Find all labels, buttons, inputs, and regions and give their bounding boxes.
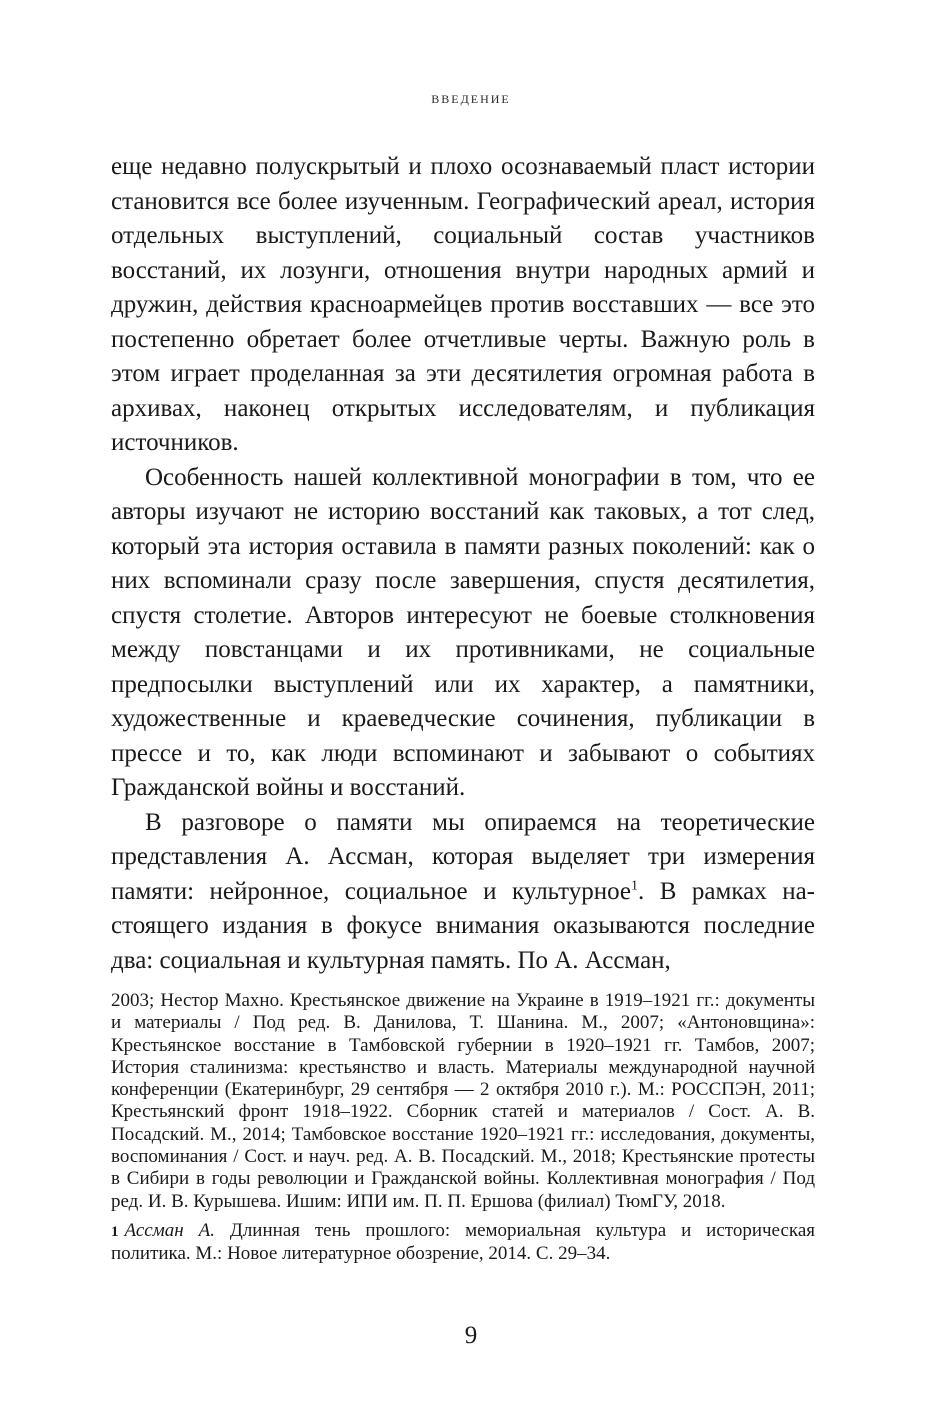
page-number: 9	[464, 1322, 478, 1349]
running-head: ВВЕДЕНИЕ	[431, 92, 511, 106]
main-text	[111, 150, 815, 978]
paragraph-3-text-end: . В рамках настоящего издания в фокусе внимания оказываются последние два: социальная и культурная память. По А. Ассман,	[111, 877, 815, 974]
footnote-reference-1[interactable]: 1	[631, 878, 638, 894]
footnote-continued: 2003; Нестор Махно. Крестьянское движение на Украине в 1919–1921 гг.: документы и материалы / Под ред. В. Данилова, Т. Шанина. М., 2007; «Антоновщина»: Крестьянское восстание в Тамбовской губернии в 1920–1921 гг. Тамбов, 2007; История сталинизма: крестьянство и власть. Материалы международной научной конференции (Екатеринбург, 29 сентября — 2 октября 2010 г.). М.: РОССПЭН, 2011; Крестьянский фронт 1918–1922. Сборник статей и материалов / Сост. А. В. Посадский. М., 2014; Тамбовское восстание 1920–1921 гг.: исследования, документы, воспоминания / Сост. и науч. ред. А. В. Посадский. М., 2018; Крестьянские протесты в Сибири в годы революции и Гражданской войны. Коллективная монография / Под ред. И. В. Курышева. Ишим: ИПИ им. П. П. Ершова (филиал) ТюмГУ, 2018.	[111, 990, 815, 1212]
footnote-1-number: 1	[111, 1223, 119, 1240]
paragraph-1: еще недавно полускрытый и плохо осознаваемый пласт истории становится все более изученным. Географический ареал, история отдельных выступлений, социальный состав участников восстаний, их лозунги, отношения внутри народных армий и дружин, действия красноармейцев против восставших — все это постепенно обретает более отчетливые черты. Важную роль в этом играет проделанная за эти десятилетия огромная работа в архивах, наконец открытых исследователям, и публикация источников.	[111, 153, 815, 456]
footnote-1-author: Ассман А.	[124, 1219, 215, 1241]
paragraph-3	[111, 806, 815, 979]
footnotes	[111, 990, 815, 1266]
paragraph-2: Особенность нашей коллективной монографии в том, что ее авторы изучают не историю восстаний как таковых, а тот след, который эта история оставила в памяти разных поколений: как о них вспоминали сразу после завершения, спустя десятилетия, спустя столетие. Авторов интересуют не боевые столкновения между повстанцами и их противниками, не социальные предпосылки выступлений или их характер, а памятники, художественные и краеведческие сочинения, публикации в прессе и то, как люди вспоминают и забывают о событиях Гражданской войны и восстаний.	[111, 463, 815, 801]
footnote-1	[111, 1220, 815, 1266]
footnote-1-text: Длинная тень прошлого: мемориальная культура и историческая политика. М.: Новое литературное обозрение, 2014. С. 29–34.	[111, 1219, 816, 1265]
paragraph-3-text-start: В разговоре о памяти мы опираемся на теоретические представления А. Ассман, которая выделяет три измерения памяти: нейронное, социальное и культурное	[111, 808, 815, 905]
